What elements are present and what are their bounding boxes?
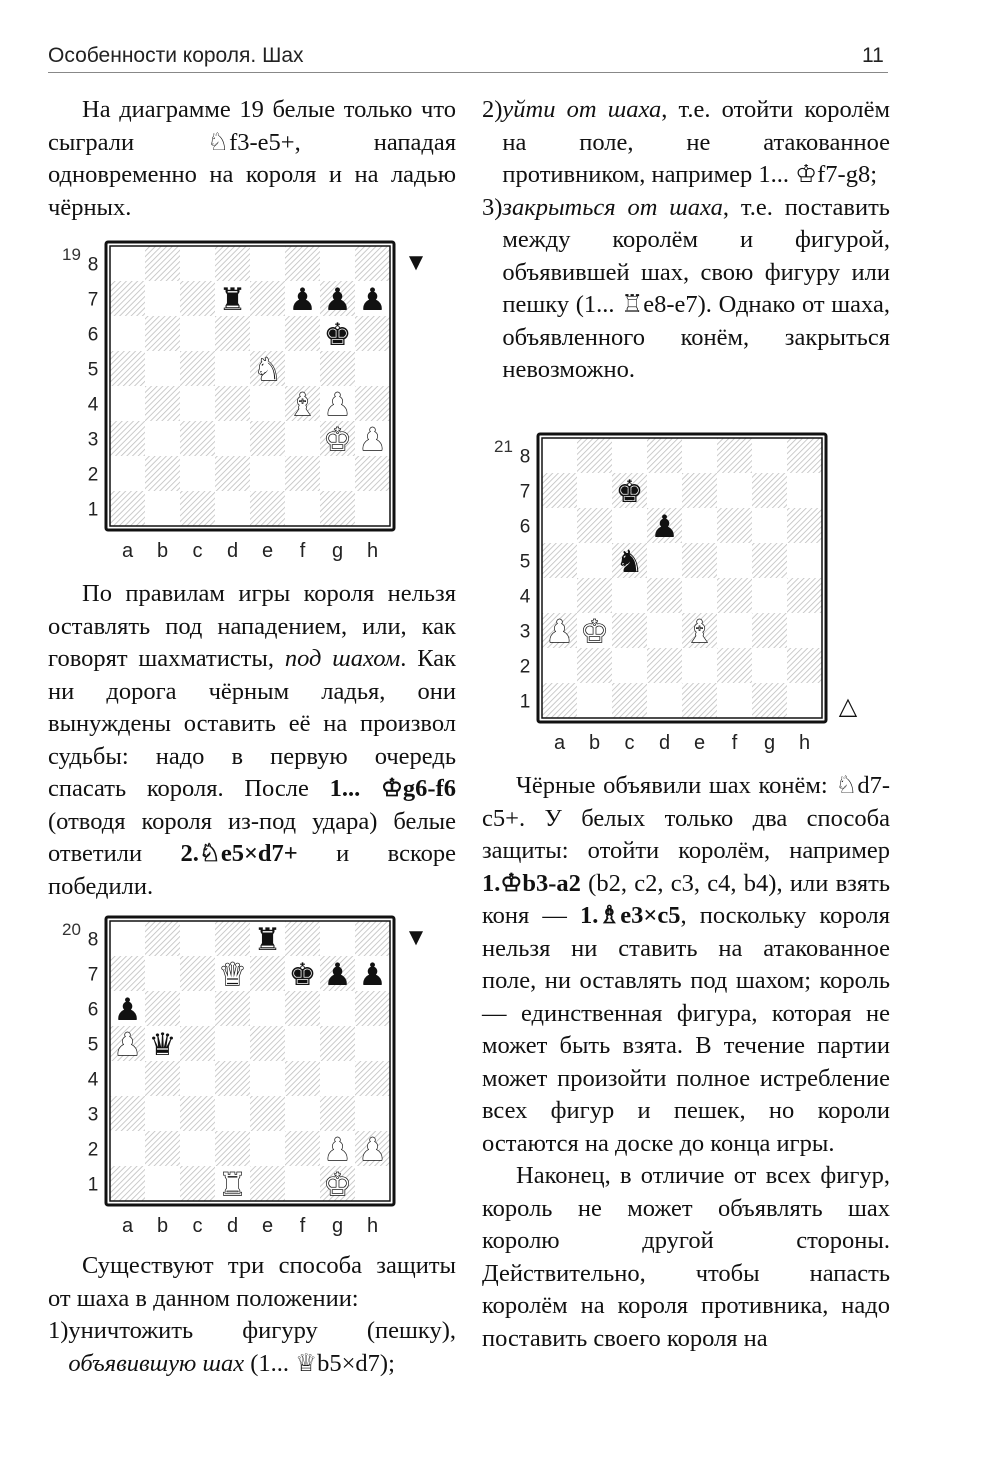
black-pawn-icon: ♟	[358, 957, 387, 992]
square-c1	[180, 1166, 215, 1201]
square-e7	[250, 956, 285, 991]
square-c4	[180, 1061, 215, 1096]
square-e7	[250, 281, 285, 316]
right-list-block	[482, 94, 890, 387]
black-king-icon: ♚	[323, 317, 352, 352]
square-f7	[717, 473, 752, 508]
square-c3	[180, 1096, 215, 1131]
paragraph-king-no-check: Наконец, в отличие от всех фигур, король не может объявлять шах королю другой стороны. Действительно, чтобы напасть королём на короля противника, надо поставить своего короля на	[482, 1162, 890, 1352]
square-f5	[717, 543, 752, 578]
list-item-3: 3) закрыться от шаха, т.е. поставить между королём и фигурой, объявившей шах, свою фигуру или пешку (1... ♖e8-e7). Однако от шаха, объявленного конём, закрыться невозможно.	[482, 193, 890, 383]
rank-label-3: 3	[87, 429, 99, 451]
rank-label-4: 4	[87, 1069, 99, 1091]
square-b7	[145, 956, 180, 991]
square-a3	[110, 421, 145, 456]
square-f8	[717, 438, 752, 473]
square-a5	[542, 543, 577, 578]
black-pawn-icon: ♟	[650, 509, 679, 544]
square-a4	[110, 386, 145, 421]
square-h8	[355, 921, 390, 956]
square-d1	[215, 491, 250, 526]
square-h5	[355, 1026, 390, 1061]
square-a5	[110, 351, 145, 386]
black-pawn-icon: ♟	[323, 282, 352, 317]
square-f6	[717, 508, 752, 543]
rank-label-6: 6	[87, 324, 99, 346]
square-h5	[355, 351, 390, 386]
white-queen-icon: ♛	[218, 957, 247, 992]
square-f8	[285, 246, 320, 281]
square-b5	[145, 351, 180, 386]
square-g6	[320, 991, 355, 1026]
black-pawn-icon: ♟	[113, 992, 142, 1027]
file-label-e: e	[261, 1215, 274, 1237]
square-b1	[577, 683, 612, 718]
square-h6	[787, 508, 822, 543]
square-b1	[145, 1166, 180, 1201]
rank-label-7: 7	[87, 289, 99, 311]
white-pawn-icon: ♟	[113, 1027, 142, 1062]
square-f6	[285, 991, 320, 1026]
square-a8	[542, 438, 577, 473]
square-g5	[320, 351, 355, 386]
square-f1	[717, 683, 752, 718]
square-d5	[215, 351, 250, 386]
file-label-g: g	[763, 732, 776, 754]
square-g8	[752, 438, 787, 473]
running-head: Особенности короля. Шах	[48, 44, 304, 67]
file-label-d: d	[226, 1215, 239, 1237]
square-d3	[215, 421, 250, 456]
square-b2	[145, 1131, 180, 1166]
square-h7	[787, 473, 822, 508]
white-pawn-icon: ♟	[358, 422, 387, 457]
square-h3	[355, 1096, 390, 1131]
square-f1	[285, 1166, 320, 1201]
square-a3	[110, 1096, 145, 1131]
square-h5	[787, 543, 822, 578]
file-label-c: c	[192, 540, 203, 562]
diagram-19-number: 19	[62, 245, 81, 264]
black-pawn-icon: ♟	[288, 282, 317, 317]
square-g7	[752, 473, 787, 508]
diagram-21	[514, 432, 874, 762]
square-c7	[180, 281, 215, 316]
square-h2	[355, 456, 390, 491]
diagram-19	[82, 240, 442, 570]
rank-label-4: 4	[519, 586, 531, 608]
white-pawn-icon: ♟	[545, 614, 574, 649]
file-label-c: c	[192, 1215, 203, 1237]
square-h3	[787, 613, 822, 648]
file-label-e: e	[261, 540, 274, 562]
chessboard-19	[82, 240, 442, 565]
square-a2	[110, 1131, 145, 1166]
square-d3	[647, 613, 682, 648]
square-g2	[320, 456, 355, 491]
square-h8	[355, 246, 390, 281]
file-label-f: f	[731, 732, 738, 754]
square-c3	[612, 613, 647, 648]
square-d1	[647, 683, 682, 718]
square-h6	[355, 991, 390, 1026]
square-f5	[285, 351, 320, 386]
square-b3	[145, 421, 180, 456]
paragraph-three-ways: Существуют три способа защиты от шаха в данном положении:	[48, 1252, 456, 1312]
black-knight-icon: ♞	[615, 544, 644, 579]
square-d8	[215, 921, 250, 956]
square-b4	[145, 1061, 180, 1096]
knight-icon: ♘	[207, 128, 230, 156]
square-b7	[145, 281, 180, 316]
rank-label-5: 5	[519, 551, 531, 573]
white-pawn-icon: ♟	[358, 1132, 387, 1167]
file-label-g: g	[331, 1215, 344, 1237]
square-f2	[285, 1131, 320, 1166]
square-g5	[320, 1026, 355, 1061]
square-d2	[215, 456, 250, 491]
king-icon: ♔	[795, 161, 818, 188]
file-label-c: c	[624, 732, 635, 754]
square-e1	[250, 1166, 285, 1201]
square-h4	[355, 1061, 390, 1096]
square-c1	[612, 683, 647, 718]
square-g8	[320, 921, 355, 956]
white-pawn-icon: ♟	[323, 387, 352, 422]
square-b5	[577, 543, 612, 578]
square-e3	[250, 1096, 285, 1131]
square-b8	[145, 921, 180, 956]
square-a1	[110, 491, 145, 526]
square-e4	[250, 386, 285, 421]
square-d7	[647, 473, 682, 508]
square-b1	[145, 491, 180, 526]
square-a7	[110, 281, 145, 316]
square-f3	[285, 1096, 320, 1131]
square-e2	[682, 648, 717, 683]
file-label-f: f	[299, 540, 306, 562]
king-icon: ♔	[500, 869, 523, 897]
square-h2	[787, 648, 822, 683]
white-king-icon: ♚	[323, 422, 352, 457]
paragraph-diagram-19-intro: На диаграмме 19 белые только что сыграли ♘f3-e5+, нападая одновременно на короля и на ладью чёрных.	[48, 96, 457, 221]
file-label-b: b	[156, 540, 169, 562]
square-b2	[577, 648, 612, 683]
square-g6	[752, 508, 787, 543]
square-d5	[215, 1026, 250, 1061]
rank-label-2: 2	[87, 464, 99, 486]
header-rule	[48, 72, 888, 73]
square-f5	[285, 1026, 320, 1061]
square-d8	[215, 246, 250, 281]
square-a1	[542, 683, 577, 718]
square-g1	[752, 683, 787, 718]
square-d3	[215, 1096, 250, 1131]
white-bishop-icon: ♝	[288, 387, 317, 422]
square-c6	[612, 508, 647, 543]
diagram-20	[82, 915, 442, 1245]
square-d2	[647, 648, 682, 683]
square-d2	[215, 1131, 250, 1166]
paragraph-knight-check: Чёрные объявили шах конём: ♘d7-c5+. У белых только два способа защиты: отойти королём, например 1.♔b3-a2 (b2, c2, c3, c4, b4), или взять коня — 1.♗e3×c5, поскольку короля нельзя ни ставить на атакованное поле, ни оставлять под шахом; король — единственная фигура, которая не может быть взята. В течение партии может произойти полное истребление всех фигур и пешек, но короли остаются на доске до конца игры.	[482, 772, 891, 1157]
square-b4	[577, 578, 612, 613]
black-pawn-icon: ♟	[323, 957, 352, 992]
square-f8	[285, 921, 320, 956]
square-f4	[717, 578, 752, 613]
square-c3	[180, 421, 215, 456]
square-e8	[682, 438, 717, 473]
white-rook-icon: ♜	[218, 1167, 247, 1202]
file-label-a: a	[553, 732, 566, 754]
square-e5	[250, 1026, 285, 1061]
page-number: 11	[862, 44, 884, 67]
black-rook-icon: ♜	[218, 282, 247, 317]
square-e1	[682, 683, 717, 718]
rank-label-4: 4	[87, 394, 99, 416]
square-h4	[355, 386, 390, 421]
white-pawn-icon: ♟	[323, 1132, 352, 1167]
square-g5	[752, 543, 787, 578]
square-e1	[250, 491, 285, 526]
black-king-icon: ♚	[288, 957, 317, 992]
rank-label-5: 5	[87, 359, 99, 381]
list-item-2: 2) уйти от шаха, т.е. отойти королём на поле, не атакованное противником, например 1... ♔f7-g8;	[482, 96, 891, 188]
white-king-icon: ♚	[323, 1167, 352, 1202]
square-d6	[215, 316, 250, 351]
square-b7	[577, 473, 612, 508]
rank-label-6: 6	[87, 999, 99, 1021]
knight-icon: ♘	[835, 772, 858, 799]
square-h1	[355, 491, 390, 526]
file-label-h: h	[798, 732, 811, 754]
square-a1	[110, 1166, 145, 1201]
right-paragraph-block	[482, 770, 890, 1355]
rank-label-6: 6	[519, 516, 531, 538]
square-a8	[110, 246, 145, 281]
square-a2	[542, 648, 577, 683]
rank-label-2: 2	[519, 656, 531, 678]
square-c4	[180, 386, 215, 421]
black-to-move-icon: ▼	[404, 249, 428, 276]
square-a8	[110, 921, 145, 956]
rank-label-3: 3	[519, 621, 531, 643]
square-d5	[647, 543, 682, 578]
file-label-d: d	[658, 732, 671, 754]
file-label-h: h	[366, 540, 379, 562]
square-a2	[110, 456, 145, 491]
square-d4	[647, 578, 682, 613]
square-b2	[145, 456, 180, 491]
file-label-e: e	[693, 732, 706, 754]
square-e2	[250, 1131, 285, 1166]
square-b8	[577, 438, 612, 473]
file-label-f: f	[299, 1215, 306, 1237]
square-f3	[285, 421, 320, 456]
square-f6	[285, 316, 320, 351]
chessboard-20	[82, 915, 442, 1240]
square-b8	[145, 246, 180, 281]
rank-label-2: 2	[87, 1139, 99, 1161]
square-c6	[180, 316, 215, 351]
square-h1	[355, 1166, 390, 1201]
black-queen-icon: ♛	[148, 1027, 177, 1062]
square-f1	[285, 491, 320, 526]
file-label-h: h	[366, 1215, 379, 1237]
king-icon: ♔	[380, 775, 403, 802]
square-c2	[612, 648, 647, 683]
square-e4	[250, 1061, 285, 1096]
square-a4	[110, 1061, 145, 1096]
file-label-d: d	[226, 540, 239, 562]
square-c8	[612, 438, 647, 473]
diagram-20-number: 20	[62, 920, 81, 939]
square-e8	[250, 246, 285, 281]
square-g4	[320, 1061, 355, 1096]
square-b4	[145, 386, 180, 421]
square-c8	[180, 921, 215, 956]
square-h1	[787, 683, 822, 718]
square-a7	[542, 473, 577, 508]
rank-label-3: 3	[87, 1104, 99, 1126]
square-h6	[355, 316, 390, 351]
left-paragraph-3-block	[48, 1250, 456, 1380]
square-h4	[787, 578, 822, 613]
rank-label-5: 5	[87, 1034, 99, 1056]
square-c1	[180, 491, 215, 526]
black-to-move-icon: ▼	[404, 924, 428, 951]
square-e3	[250, 421, 285, 456]
square-d8	[647, 438, 682, 473]
square-g2	[752, 648, 787, 683]
square-a7	[110, 956, 145, 991]
square-a4	[542, 578, 577, 613]
rank-label-7: 7	[519, 481, 531, 503]
list-item-1: 1) уничтожить фигуру (пешку), объявившую шах (1... ♕b5×d7);	[48, 1317, 456, 1377]
square-c4	[612, 578, 647, 613]
white-king-icon: ♚	[580, 614, 609, 649]
rank-label-8: 8	[519, 446, 531, 468]
file-label-b: b	[156, 1215, 169, 1237]
left-paragraph-1-block	[48, 94, 456, 224]
rank-label-1: 1	[87, 499, 99, 521]
square-g1	[320, 491, 355, 526]
rank-label-1: 1	[87, 1174, 99, 1196]
square-g3	[320, 1096, 355, 1131]
knight-icon: ♘	[198, 840, 221, 867]
square-b6	[145, 991, 180, 1026]
white-bishop-icon: ♝	[685, 614, 714, 649]
square-d6	[215, 991, 250, 1026]
square-b3	[145, 1096, 180, 1131]
left-paragraph-2-block	[48, 578, 456, 903]
square-a6	[542, 508, 577, 543]
square-c2	[180, 1131, 215, 1166]
file-label-a: a	[121, 1215, 134, 1237]
square-e6	[682, 508, 717, 543]
file-label-g: g	[331, 540, 344, 562]
square-c5	[180, 351, 215, 386]
square-e2	[250, 456, 285, 491]
square-g8	[320, 246, 355, 281]
diagram-21-number: 21	[494, 437, 513, 456]
square-g3	[752, 613, 787, 648]
paragraph-check-rule: По правилам игры короля нельзя оставлять под нападением, или, как говорят шахматисты, под шахом. Как ни дорога чёрным ладья, они вынуждены оставить её на произвол судьбы: надо в первую очередь спасать короля. После 1... ♔g6-f6 (отводя короля из-под удара) белые ответили 2.♘e5×d7+ и вскоре победили.	[48, 580, 456, 900]
queen-icon: ♕	[295, 1349, 318, 1377]
square-c6	[180, 991, 215, 1026]
rook-icon: ♖	[621, 291, 644, 318]
square-e4	[682, 578, 717, 613]
black-rook-icon: ♜	[253, 922, 282, 957]
square-c2	[180, 456, 215, 491]
square-b6	[577, 508, 612, 543]
white-to-move-icon: △	[838, 693, 858, 720]
square-a6	[110, 316, 145, 351]
square-f4	[285, 1061, 320, 1096]
square-f3	[717, 613, 752, 648]
square-c5	[180, 1026, 215, 1061]
square-f2	[285, 456, 320, 491]
square-c7	[180, 956, 215, 991]
square-e5	[682, 543, 717, 578]
square-c8	[180, 246, 215, 281]
file-label-a: a	[121, 540, 134, 562]
rank-label-7: 7	[87, 964, 99, 986]
square-e6	[250, 991, 285, 1026]
rank-label-8: 8	[87, 254, 99, 276]
black-pawn-icon: ♟	[358, 282, 387, 317]
file-label-b: b	[588, 732, 601, 754]
rank-label-1: 1	[519, 691, 531, 713]
square-e6	[250, 316, 285, 351]
square-h8	[787, 438, 822, 473]
square-d4	[215, 386, 250, 421]
black-king-icon: ♚	[615, 474, 644, 509]
square-e7	[682, 473, 717, 508]
square-g4	[752, 578, 787, 613]
rank-label-8: 8	[87, 929, 99, 951]
chessboard-21	[514, 432, 874, 757]
white-knight-icon: ♞	[253, 352, 282, 387]
square-d4	[215, 1061, 250, 1096]
square-b6	[145, 316, 180, 351]
square-f2	[717, 648, 752, 683]
bishop-icon: ♗	[598, 902, 621, 929]
